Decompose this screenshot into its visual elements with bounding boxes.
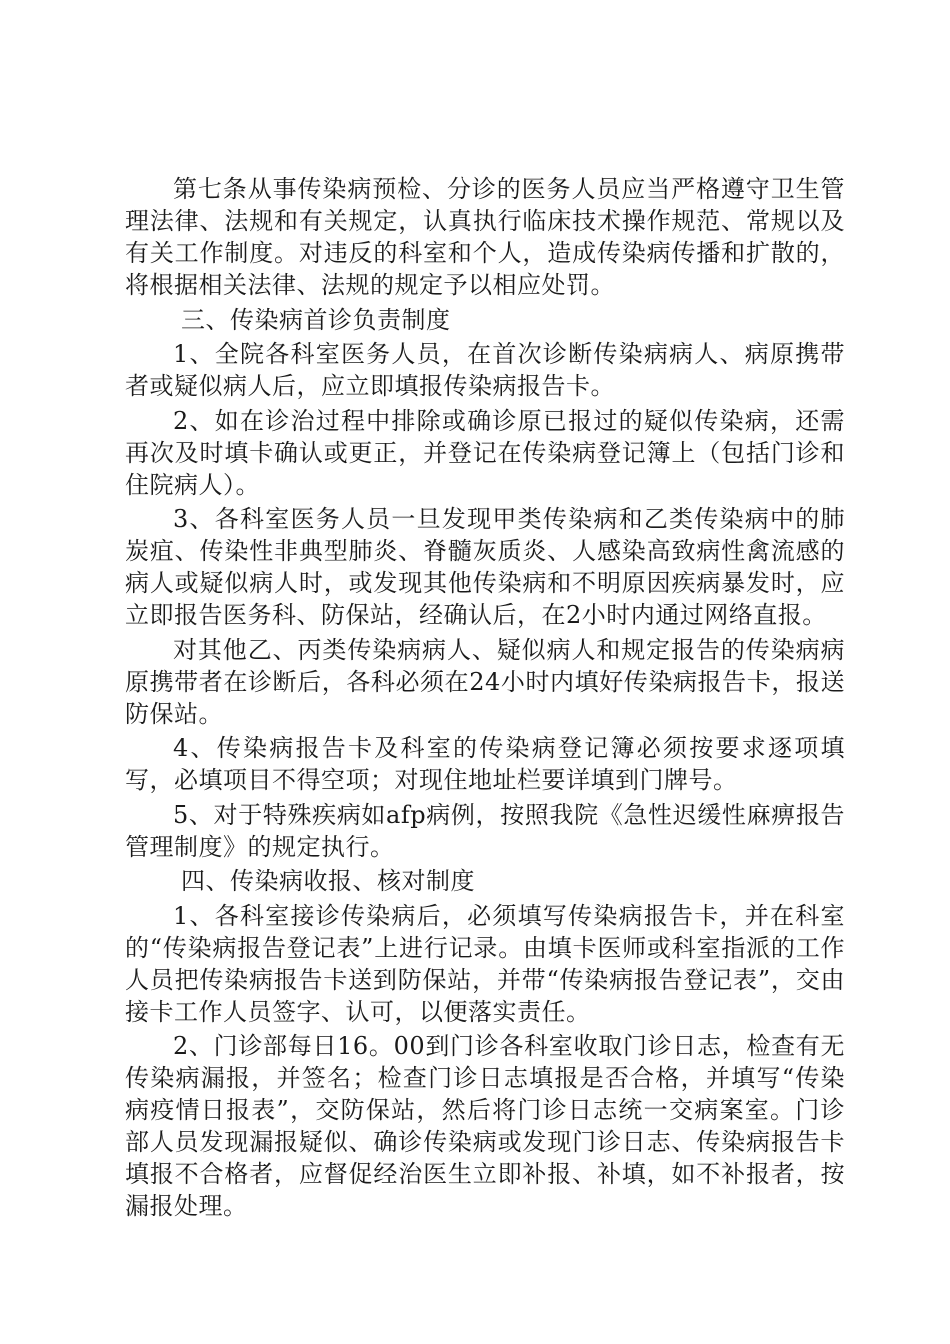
section-3-item-1: 1、全院各科室医务人员，在首次诊断传染病病人、病原携带者或疑似病人后，应立即填报传染病报告卡。 (125, 340, 845, 400)
section-4-heading: 四、传染病收报、核对制度 (181, 867, 475, 895)
section-3-item-2: 2、如在诊治过程中排除或确诊原已报过的疑似传染病，还需再次及时填卡确认或更正，并登记在传染病登记簿上（包括门诊和住院病人）。 (125, 406, 845, 499)
section-4-item-1: 1、各科室接诊传染病后，必须填写传染病报告卡，并在科室的“传染病报告登记表”上进行记录。由填卡医师或科室指派的工作人员把传染病报告卡送到防保站，并带“传染病报告登记表”，交由接卡工作人员签字、认可，以便落实责任。 (125, 901, 845, 1026)
section-4-item-2: 2、门诊部每日16。00到门诊各科室收取门诊日志，检查有无传染病漏报，并签名；检查门诊日志填报是否合格，并填写“传染病疫情日报表”，交防保站，然后将门诊日志统一交病案室。门诊部人员发现漏报疑似、确诊传染病或发现门诊日志、传染病报告卡填报不合格者，应督促经治医生立即补报、补填，如不补报者，按漏报处理。 (125, 1032, 845, 1220)
section-3-item-3-continued: 对其他乙、丙类传染病病人、疑似病人和规定报告的传染病病原携带者在诊断后，各科必须在24小时内填好传染病报告卡，报送防保站。 (125, 635, 845, 728)
section-3-item-4: 4、传染病报告卡及科室的传染病登记簿必须按要求逐项填写，必填项目不得空项；对现住地址栏要详填到门牌号。 (125, 734, 845, 794)
article-7-paragraph: 第七条从事传染病预检、分诊的医务人员应当严格遵守卫生管理法律、法规和有关规定，认真执行临床技术操作规范、常规以及有关工作制度。对违反的科室和个人，造成传染病传播和扩散的，将根据相关法律、法规的规定予以相应处罚。 (125, 175, 845, 299)
section-3-item-5: 5、对于特殊疾病如afp病例，按照我院《急性迟缓性麻痹报告管理制度》的规定执行。 (125, 800, 845, 861)
document-body (125, 173, 845, 1225)
section-3-heading: 三、传染病首诊负责制度 (181, 305, 451, 334)
section-3-item-3: 3、各科室医务人员一旦发现甲类传染病和乙类传染病中的肺炭疽、传染性非典型肺炎、脊髓灰质炎、人感染高致病性禽流感的病人或疑似病人时，或发现其他传染病和不明原因疾病暴发时，应立即报告医务科、防保站，经确认后，在2小时内通过网络直报。 (125, 505, 845, 629)
